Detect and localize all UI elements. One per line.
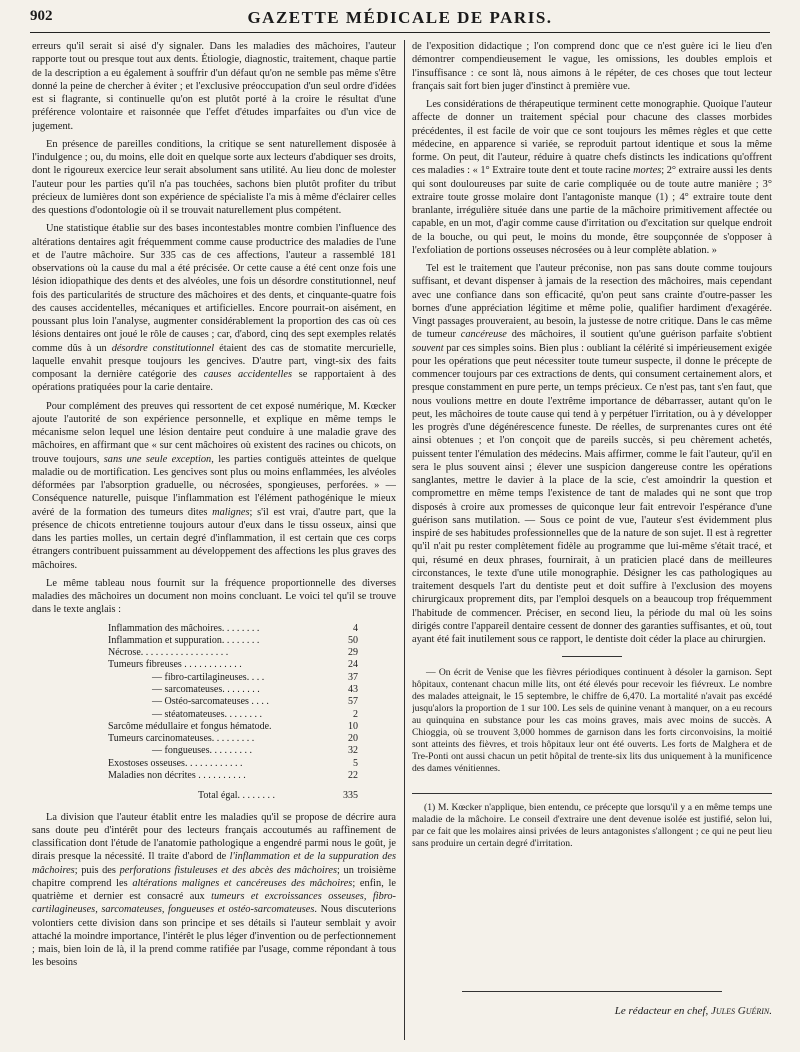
- table-row: — stéatomateuses. . . . . . . . 2: [152, 708, 358, 720]
- paragraph: Une statistique établie sur des bases incontestables montre combien l'influence des altérations dentaires agit fréquemment comme cause productrice des maladies de l'une et de l'autre mâchoire. Sur 335 cas de ces affections, l'auteur a rassemblé 181 observations où la cause du mal a été précisée. Or cette cause a été cent onze fois une lésion idiopathique des dents et des alvéoles, une fois un désordre constitutionnel, neuf fois des particularités de structure des mâchoires et des dents, et cinquante-quatre fois des causes accidentelles, mécaniques et artificielles. Encore pourrait-on aisément, en poussant plus loin l'analyse, augmenter considérablement la proportion des cas où ces lésions dentaires ont joué le rôle de causes ; car, d'abord, cinq des sept exemples relatés comme dûs à un désordre constitutionnel étaient des cas de stomatite mercurielle, laquelle envahit presque toujours les gencives. D'autre part, vingt-six des faits composant la dernière catégorie des causes accidentelles se rapportaient à des opérations pratiquées pour la carie dentaire.: [32, 223, 396, 394]
- signature-rule: [462, 991, 722, 992]
- maladies-table: [108, 623, 358, 803]
- footnote: (1) M. Kœcker n'applique, bien entendu, ce précepte que lorsqu'il y a en même temps une maladie de la mâchoire. Le conseil d'extraire une dent devenue isolée est justifié, selon lui, par ce fait que les molaires ainsi privées de leurs antagonistes s'allongent ; ce qui ne peut lieu sans produire un certain degré d'irritation.: [412, 802, 772, 850]
- table-row: — Ostéo-sarcomateuses . . . . 57: [152, 696, 358, 708]
- paragraph: Pour complément des preuves qui ressortent de cet exposé numérique, M. Kœcker ajoute l'autorité de son expérience personnelle, et explique en même temps le mécanisme selon lequel une lésion dentaire peut conduire à une maladie grave des mâchoires, en affirmant que « sur cent mâchoires où existent des racines ou chicots, on trouve toujours, sans une seule exception, les parties contiguës atteintes de quelque maladie ou de mortification. Les gencives sont plus ou moins enflammées, les alvéoles déformées par l'absorption graduelle, ou nécrosées, spongieuses, perforées. » — Conséquence naturelle, puisque l'inflammation est l'élément pathogénique le mieux avéré de la formation des tumeurs dites malignes; s'il est vrai, d'autre part, que la présence de chicots entretienne toujours autour d'eux dans le tissu osseux, ainsi que dans les parties molles, un certain degré d'inflammation, il est certain que ces corps étrangers contribuent puissamment au développement des affections les plus graves des mâchoires.: [32, 400, 396, 571]
- table-row: Inflammation des mâchoires. . . . . . . . 4: [108, 622, 358, 634]
- paragraph: erreurs qu'il serait si aisé d'y signaler. Dans les maladies des mâchoires, l'auteur rapporte tout ou presque tout aux dents. Étiologie, diagnostic, traitement, chaque partie de la description a eu également à souffrir d'un défaut qu'on ne semble pas même s'être donné la peine de chercher à éviter ; et l'exclusive préoccupation d'un seul ordre d'idées est si flagrante, si continuelle qu'on est plutôt porté à la croire le résultat d'une préférence volontaire et raisonnée que l'effet d'études imparfaites ou d'un vice de jugement.: [32, 41, 396, 132]
- page-header: [30, 6, 770, 33]
- table-row: — sarcomateuses. . . . . . . . 43: [152, 683, 358, 695]
- table-row: Tumeurs carcinomateuses. . . . . . . . . 20: [108, 733, 358, 745]
- paragraph: — On écrit de Venise que les fièvres périodiques continuent à désoler la garnison. Sept hôpitaux, contenant chacun mille lits, ont été élevés pour recevoir les fiévreux. Le nombre des malades atteignait, le 15 septembre, le chiffre de 6,470. La mortalité n'avait pas excédé jusqu'alors la proportion de 1 sur 100. Les sels de quinine venant à manquer, on a eu recours au quinquina en substance pour les cas moins graves, mais avec moins de succès. A Chioggia, où se trouvent 3,000 hommes de garnison dans les forts circonvoisins, la moitié sont atteints des fièvres, et trois hôpitaux leur ont été ouverts. Les forts de Malghera et de Tre-Ponti ont aussi chacun un petit hôpital de trente-six lits dus uniquement à la munificence des dames vénitiennes.: [412, 667, 772, 775]
- news-item: [412, 667, 772, 775]
- section-separator: [562, 656, 622, 657]
- paragraph: Les considérations de thérapeutique terminent cette monographie. Quoique l'auteur affecte de donner un traitement spécial pour chacune des classes morbides précédentes, il est facile de voir que ce sont toujours les mêmes règles et que cette médecine, en apparence si variée, se reproduit partout identique et sous la même forme. On peut, dit l'auteur, réduire à quatre chefs distincts les indications qu'offrent ces maladies : « 1° Extraire toute dent et toute racine mortes; 2° extraire aussi les dents qui sont douloureuses par suite de carie compliquée ou de toute autre manière ; 3° extraire toute grosse molaire dont l'antagoniste manque (1) ; 4° extraire toute dent branlante, irrégulière située dans une partie de la mâchoire primitivement affectée ou capable, en un mot, d'agir comme cause d'irritation ou d'excitation sur quelque endroit de la bouche, ou qui peut, le moins du monde, être soupçonnée de s'opposer à l'exfoliation de portions osseuses nécrosées ou à leur complète ablation. »: [412, 99, 772, 256]
- footnote-section: [412, 793, 772, 850]
- table-row: Maladies non décrites . . . . . . . . . . 22: [108, 770, 358, 782]
- page-number: 902: [30, 8, 53, 24]
- left-column: [32, 40, 396, 1048]
- paragraph: La division que l'auteur établit entre les maladies qu'il se propose de décrire aura sans doute peu d'intérêt pour des lecteurs français accoutumés au raffinement de classification dont l'étude de l'anatomie pathologique a engendré parmi nous le goût, je dirais presque la nécessité. Il traite d'abord de l'inflammation et de la suppuration des mâchoires; puis des perforations fistuleuses et des abcès des mâchoires; un troisième chapitre comprend les altérations malignes et cancéreuses des mâchoires; enfin, le quatrième et dernier est consacré aux tumeurs et excroissances osseuses, fibro-cartilagineuses, sarcomateuses, fongueuses et ostéo-sarcomateuses. Nous discuterions volontiers cette division dans son principe et ses détails si l'auteur semblait y avoir attaché la moindre importance, l'intérêt le plus léger d'invention ou de perfectionnement ; mais, bien loin de là, il la prend comme ratifiée par l'usage, comme répondant à tous les besoins: [32, 811, 396, 969]
- table-row: Nécrose. . . . . . . . . . . . . . . . . . 29: [108, 647, 358, 659]
- editor-signature: Le rédacteur en chef, Jules Guérin.: [614, 1004, 772, 1017]
- table-row: Tumeurs fibreuses . . . . . . . . . . . . 24: [108, 659, 358, 671]
- table-row: — fongueuses. . . . . . . . . 32: [152, 745, 358, 757]
- table-row: Sarcôme médullaire et fongus hématode. 10: [108, 720, 358, 732]
- right-column: [412, 40, 772, 1048]
- paragraph: Le même tableau nous fournit sur la fréquence proportionnelle des diverses maladies des mâchoires un document non moins concluant. Le voici tel qu'il se trouve dans le texte anglais :: [32, 577, 396, 616]
- paragraph: Tel est le traitement que l'auteur préconise, non pas sans doute comme toujours suffisant, et devant dispenser à jamais de la resection des mâchoires, mais cependant avec une confiance dans son efficacité, qu'on peut sans crainte d'outre-passer les bornes d'une appréciation légitime et même polie, qualifier hardiment d'exagérée. Vingt passages prouveraient, au besoin, la justesse de notre critique. Dans le cas même de tumeur cancéreuse des mâchoires, il soutient qu'une guérison parfaite s'obtient souvent par ces simples soins. Bien plus : oubliant la célérité si impérieusement exigée pour les opérations que peut nécessiter toute tumeur suspecte, il donne le précepte de commencer toujours par ces extractions de dents, qui consument certainement alors, et presque constamment en pure perte, un temps précieux. Ce n'est pas, tant s'en faut, que nous voulions mettre en doute l'extrême importance de débarrasser, autant qu'on le peut, les mâchoires de toute cause qui tend à y perpétuer l'irritation, ou à y développer les progrès d'une dégénérescence funeste. De réelles, de surprenantes cures ont été ainsi obtenues ; et l'on conçoit que de pareils succès, si peu chèrement achetés, puissent tenter l'émulation des médecins. Mais affirmer, comme le fait l'auteur, qu'il en sera le plus souvent ainsi ; élever une suspicion dangereuse contre les opérations sanglantes, mettre le davier à la place de la scie, c'est amoindrir la question et compromettre en même temps l'existence de tant de malades qui ne sont que trop disposés à croire aux promesses de quiconque leur fait entrevoir l'espérance d'une guérison sans mutilation. — Sous ce point de vue, l'auteur s'est évidemment plus inspiré de ses habitudes professionnelles que de la nature de son sujet. Il est à regretter qu'il n'ait pu rester complètement fidèle au programme que lui-même s'était tracé, et qui, résumé en deux phrases, fournirait, à un praticien placé dans de meilleures circonstances, le texte d'une utile monographie. Désigner les cas pathologiques au traitement desquels l'art du dentiste peut et doit suffire à l'exclusion des moyens chirurgicaux proprement dits, par l'emploi desquels on a beaucoup trop fréquemment l'habitude de commencer. Préciser, en second lieu, la période du mal où les soins dirigés contre l'appareil dentaire cessent de donner des garanties suffisantes, et où, tout ayant été fait inutilement sous ce rapport, le dentiste doit céder la place au chirurgien.: [412, 263, 772, 645]
- table-row: — fibro-cartilagineuses. . . . 37: [152, 671, 358, 683]
- table-row: Exostoses osseuses. . . . . . . . . . . . 5: [108, 757, 358, 769]
- journal-title: GAZETTE MÉDICALE DE PARIS.: [247, 8, 553, 27]
- paragraph: de l'exposition didactique ; l'on comprend donc que ce n'est guère ici le lieu d'en démontrer compendieusement le vague, les omissions, les doubles emplois et l'insuffisance : ce sont là, nous aimons à le répéter, de ces choses que tout lecteur français sait fort bien juger d'instinct à première vue.: [412, 41, 772, 92]
- table-row: Inflammation et suppuration. . . . . . . . 50: [108, 634, 358, 646]
- paragraph: En présence de pareilles conditions, la critique se sent naturellement disposée à l'indulgence ; ou, du moins, elle doit en quelque sorte aux lecteurs d'abdiquer ses droits, dont le rigoureux exercice leur serait absolument sans utilité. Au lieu donc de molester l'auteur pour les parties qu'il n'a pas touchées, sachons bien plutôt profiter du tribut précieux de lumières dont son expérience de spécialiste l'a mis à même d'éclairer celles des questions d'odontologie où il se trouvait naturellement plus compétent.: [32, 138, 396, 216]
- column-divider: [404, 40, 405, 1040]
- table-total-row: Total égal. . . . . . . . 335: [198, 790, 358, 802]
